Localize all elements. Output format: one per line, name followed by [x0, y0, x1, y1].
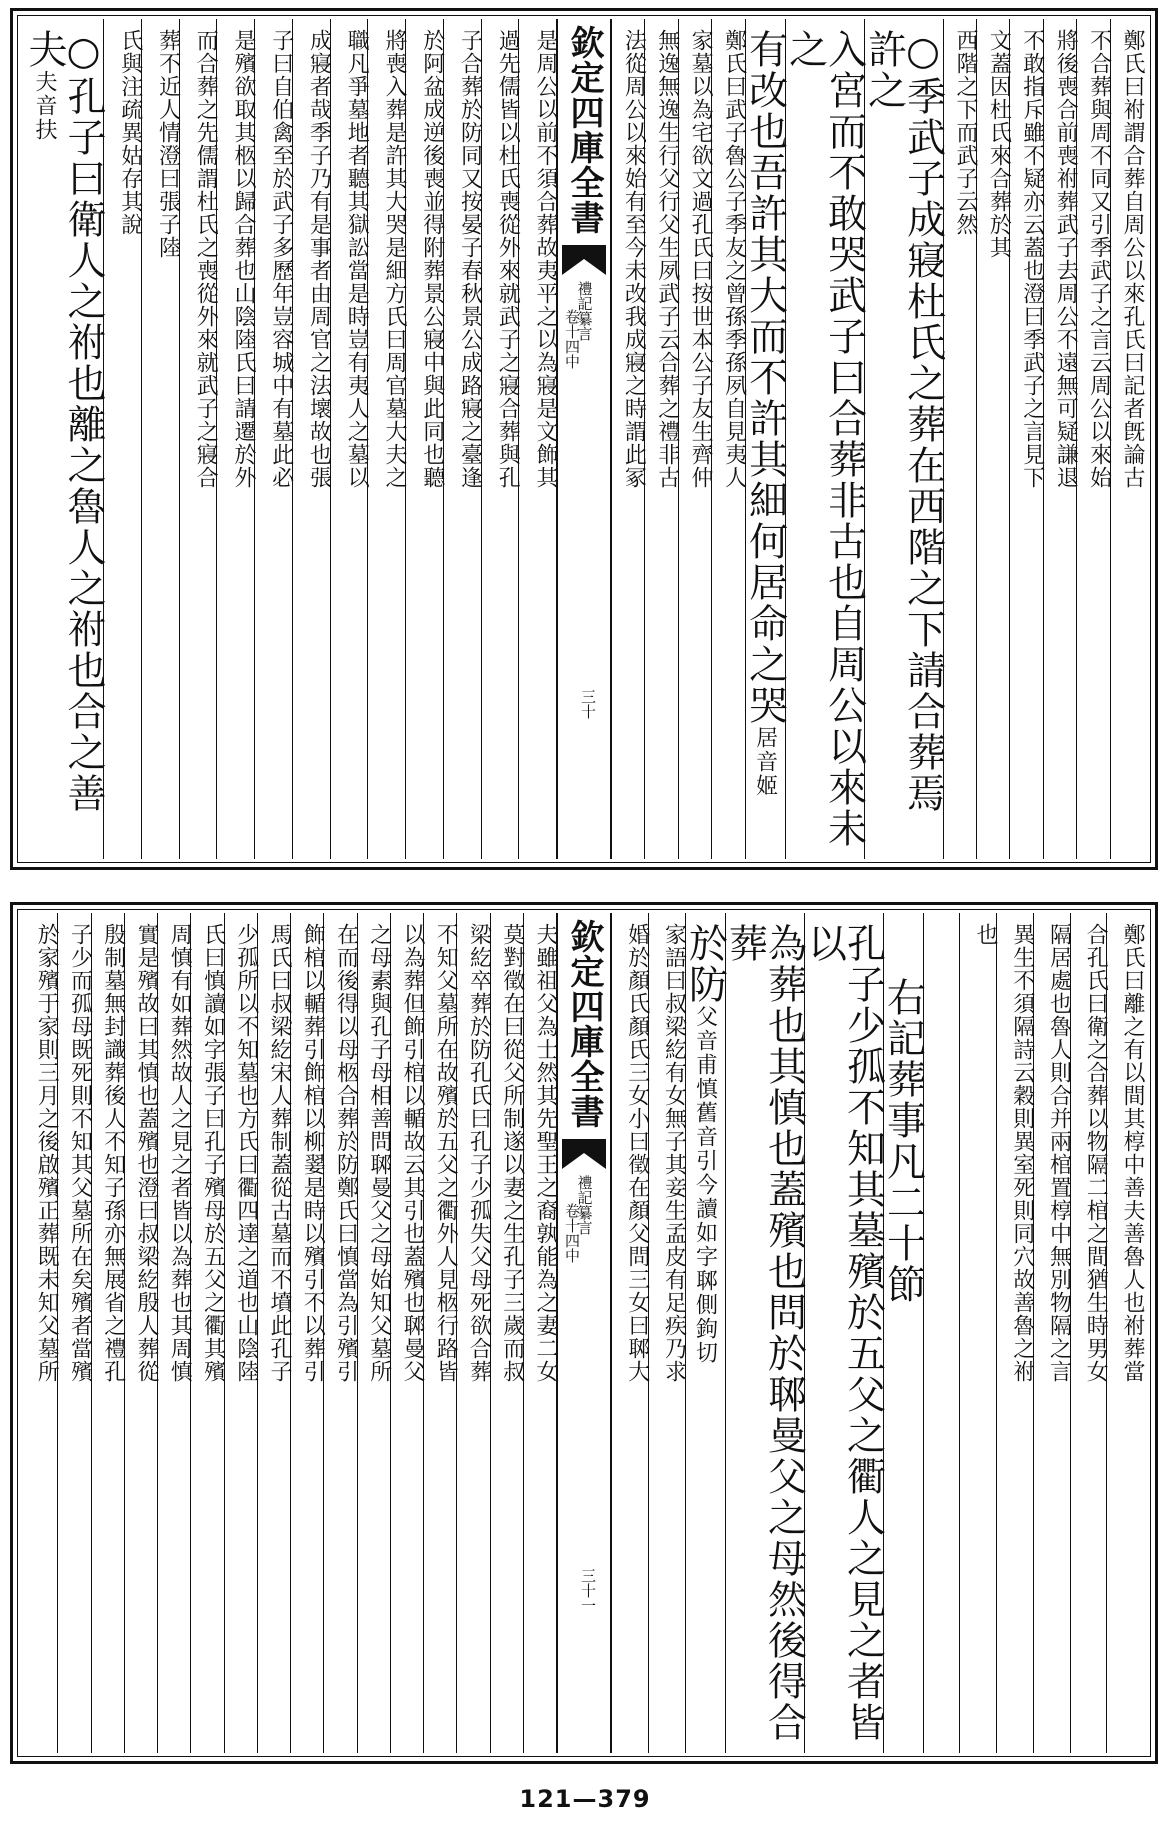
column-text: 隔居處也魯人則合并兩棺置椁中無別物隔之言: [1046, 923, 1072, 1383]
column-text: 將後喪合前喪祔葬武子去周公不遠無可疑謙退: [1053, 29, 1079, 489]
column-text: 是殯欲取其柩以歸合葬也山陰陸氏曰請遷於外: [231, 29, 256, 489]
column-text: 馬氏曰叔梁紇宋人葬制蓋從古墓而不墳此孔子: [267, 923, 292, 1383]
column-text: 是周公以前不須合葬故夷平之以為寢是文飾其: [533, 29, 558, 489]
column-text: 子合葬於防同又按晏子春秋景公成路寢之臺逢: [457, 29, 483, 489]
column-text: 將喪入葬是許其大哭是細方氏曰周官墓大夫之: [382, 29, 407, 489]
column-text: 西階之下而武子云然: [952, 29, 978, 236]
column-text: 異生不須隔詩云穀則異室死則同穴故善魯之祔: [1009, 923, 1035, 1383]
spine-book-title: 禮記纂言: [575, 1175, 594, 1235]
column-text: 法從周公以來始有至今未改我成寢之時謂此冢: [621, 29, 647, 489]
commentary-column: [1009, 19, 1045, 859]
commentary-column: [367, 19, 405, 859]
column-text: 不知父墓所在故殯於五父之衢外人見柩行路皆: [433, 923, 459, 1383]
column-text: 子少而孤母既死則不知其父墓所在矣殯者當殯: [67, 923, 93, 1383]
commentary-column: [124, 913, 157, 1753]
commentary-column: [996, 913, 1033, 1753]
commentary-column: [57, 913, 93, 1753]
column-text: 子曰自伯禽至於武子多歷年豈容城中有墓此必: [268, 29, 294, 489]
commentary-column: [523, 913, 556, 1753]
commentary-column: [490, 913, 523, 1753]
column-text: 為葬也其慎也蓋殯也問於郰曼父之母然後得合葬: [722, 923, 807, 1743]
lower-page: [10, 902, 1158, 1764]
commentary-column: [644, 19, 680, 859]
column-text: 殷制墓無封識葬後人不知子孫亦無展省之禮孔: [100, 923, 126, 1383]
main-text-column: [22, 19, 106, 859]
column-text: 梁紇卒葬於防孔氏曰孔子少孤失父母死欲合葬: [466, 923, 492, 1383]
column-text: 職凡爭墓地者聽其獄訟當是時豈有夷人之墓以: [344, 29, 370, 489]
fishtail-mark-icon: [562, 1139, 606, 1169]
fishtail-mark-icon: [562, 245, 606, 275]
commentary-column: [405, 19, 443, 859]
column-text: 也: [973, 923, 998, 946]
column-text: 有改也吾許其大而不許其細何居命之哭: [742, 29, 788, 726]
column-text: 鄭氏曰祔謂合葬自周公以來孔氏曰記者旣論古: [1120, 29, 1145, 489]
column-text: 之母素與孔子母相善問郰曼父之母始知父墓所: [366, 923, 392, 1383]
upper-page: [10, 8, 1158, 870]
column-text: 而合葬之先儒謂杜氏之喪從外來就武子之寢合: [193, 29, 219, 489]
commentary-column: [456, 913, 492, 1753]
commentary-column: [612, 913, 648, 1753]
spine-page-number: 三十一: [579, 1568, 597, 1613]
commentary-column: [976, 19, 1012, 859]
commentary-column: [711, 19, 747, 859]
lower-columns: [25, 913, 1143, 1753]
column-text: 於家殯于家則三月之後啟殯正葬既未知父墓所: [34, 923, 60, 1383]
commentary-column: [1106, 913, 1143, 1753]
column-text: 文蓋因杜氏來合葬於其: [986, 29, 1012, 259]
commentary-column: [292, 19, 330, 859]
commentary-column: [91, 913, 124, 1753]
pronunciation-note: 居音姬: [752, 726, 778, 798]
commentary-column: [1076, 19, 1112, 859]
commentary-column: [923, 913, 960, 1753]
column-text: 右記葬事凡二十節: [880, 977, 926, 1305]
commentary-column: [290, 913, 326, 1753]
column-text: 氏曰慎讀如字張子曰孔子殯母於五父之衢其殯: [200, 923, 226, 1383]
commentary-column: [1043, 19, 1079, 859]
upper-columns: [22, 19, 1145, 859]
spine-title: 欽定四庫全書: [564, 919, 604, 1129]
pronunciation-note: 父音甫慎舊音引今讀如字郰側鉤切: [692, 1005, 718, 1365]
main-text-column: [801, 913, 886, 1753]
commentary-column: [103, 19, 141, 859]
commentary-column: [190, 913, 226, 1753]
main-text-column: [782, 19, 867, 859]
pronunciation-note: 夫音扶: [32, 70, 57, 142]
main-text-column: [742, 19, 788, 859]
column-text: 夫雖祖父為士然其先聖王之裔孰能為之妻二女: [533, 923, 558, 1383]
column-text: 飾棺以輴葬引飾棺以柳翣是時以殯引不以葬引: [300, 923, 326, 1383]
column-text: 過先儒皆以杜氏喪從外來就武子之寢合葬與孔: [495, 29, 521, 489]
commentary-column: [141, 19, 179, 859]
spine-book-title: 禮記纂言: [575, 281, 594, 341]
commentary-column: [1070, 913, 1107, 1753]
commentary-column: [224, 913, 257, 1753]
commentary-column: [612, 19, 647, 859]
commentary-column: [157, 913, 193, 1753]
commentary-column: [257, 913, 290, 1753]
column-text: 莫對徵在曰從父所制遂以妻之生孔子三歲而叔: [499, 923, 525, 1383]
commentary-column: [330, 19, 368, 859]
upper-left-half: [22, 19, 558, 859]
column-text: 周慎有如葬然故人之見之者皆以為葬也其周慎: [167, 923, 193, 1383]
commentary-column: [443, 19, 481, 859]
column-text: 家墓以為宅欲文過孔氏曰按世本公子友生齊仲: [688, 29, 714, 489]
commentary-column: [518, 19, 556, 859]
block-center-spine: [556, 913, 612, 1753]
column-text: 於防: [682, 923, 728, 1005]
spine-page-number: 三十: [579, 689, 597, 719]
column-text: 入宮而不敢哭武子曰合葬非古也自周公以來未之: [782, 29, 867, 849]
spine-title: 欽定四庫全書: [564, 25, 604, 235]
commentary-column: [179, 19, 217, 859]
commentary-column: [25, 913, 60, 1753]
main-text-column: [682, 913, 728, 1753]
lower-right-half: [612, 913, 1143, 1753]
commentary-column: [1110, 19, 1143, 859]
column-text: 鄭氏曰武子魯公子季友之曾孫季孫夙自見夷人: [721, 29, 747, 489]
column-text: 合孔氏曰衛之合葬以物隔二棺之間猶生時男女: [1083, 923, 1109, 1383]
lower-left-half: [25, 913, 556, 1753]
spine-volume: 卷十四中: [563, 309, 581, 369]
column-text: 家語曰叔梁紇有女無子其妾生孟皮有足疾乃求: [661, 923, 687, 1383]
commentary-column: [959, 913, 996, 1753]
column-text: 於阿盆成逆後喪並得附葬景公寢中與此同也聽: [419, 29, 445, 489]
commentary-column: [390, 913, 423, 1753]
column-text: 鄭氏曰離之有以間其椁中善夫善魯人也祔葬當: [1120, 923, 1145, 1383]
column-text: 成寢者哉季子乃有是事者由周官之法壞故也張: [306, 29, 332, 489]
column-text: 無逸無逸生行父行父生夙武子云合葬之禮非古: [654, 29, 680, 489]
spine-volume: 卷十四中: [563, 1203, 581, 1263]
commentary-column: [481, 19, 519, 859]
column-text: ○孔子曰衛人之祔也離之魯人之祔也合之善夫: [22, 29, 106, 814]
column-text: 以為葬但飾引棺以輴故云其引也蓋殯也郰曼父: [400, 923, 425, 1383]
column-text: ○季武子成寢杜氏之葬在西階之下請合葬焉許之: [861, 29, 946, 814]
commentary-column: [357, 913, 390, 1753]
column-text: 孔子少孤不知其墓殯於五父之衢人之見之者皆以: [801, 923, 886, 1743]
column-text: 在而後得以母柩合葬於防鄭氏曰慎當為引殯引: [333, 923, 359, 1383]
commentary-column: [943, 19, 976, 859]
page-footer-number: 121—379: [519, 1785, 651, 1813]
column-text: 不合葬與周不同又引季武子之言云周公以來始: [1086, 29, 1112, 489]
column-text: 婚於顏氏顏氏三女小曰徵在顏父問三女曰郰大: [624, 923, 650, 1383]
commentary-column: [323, 913, 359, 1753]
block-center-spine: [556, 19, 612, 859]
main-text-column: [722, 913, 807, 1753]
column-text: 實是殯故曰其慎也蓋殯也澄曰叔梁紇殷人葬從: [134, 923, 159, 1383]
main-text-column: [861, 19, 946, 859]
commentary-column: [678, 19, 714, 859]
commentary-column: [1033, 913, 1070, 1753]
upper-right-half: [612, 19, 1143, 859]
commentary-column: [216, 19, 254, 859]
commentary-column: [648, 913, 685, 1753]
column-text: 少孤所以不知墓也方氏曰衢四達之道也山陰陸: [233, 923, 259, 1383]
commentary-column: [254, 19, 292, 859]
column-text: 葬不近人情澄曰張子陸: [155, 29, 181, 259]
column-text: 氏與注疏異姑存其說: [117, 29, 143, 236]
column-text: 不敢指斥雖不疑亦云蓋也澄曰季武子之言見下: [1019, 29, 1045, 489]
main-text-column: [880, 913, 926, 1753]
commentary-column: [423, 913, 459, 1753]
